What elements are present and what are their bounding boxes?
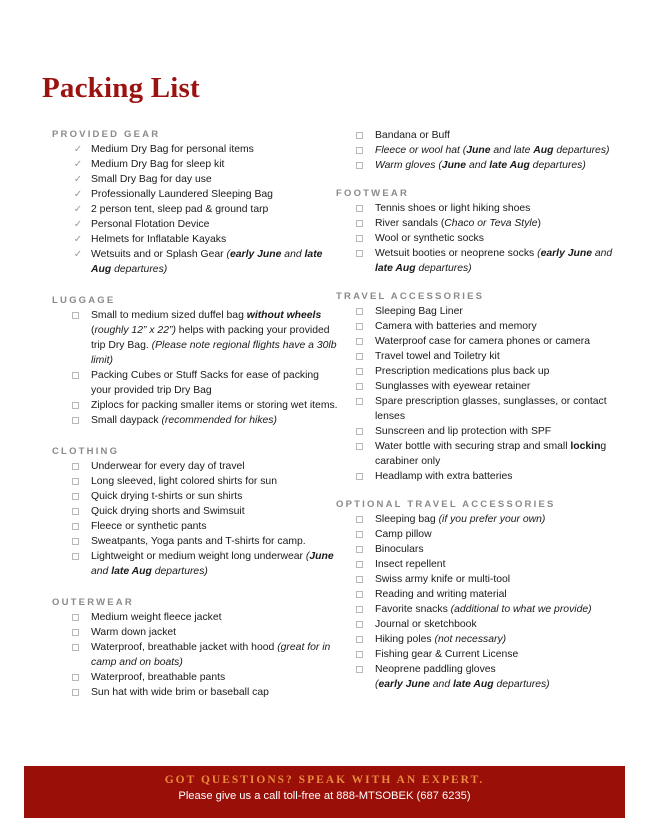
item-note: (early June and late Aug departures) [375,248,613,274]
check-icon: ✓ [73,144,83,155]
checkbox-icon[interactable] [72,644,79,651]
list-item: Quick drying t-shirts or sun shirts [52,489,342,504]
checkbox-icon[interactable] [356,162,363,169]
list-item [52,247,342,277]
list-item: Small daypack (recommended for hikes) [52,413,342,428]
list-item: Long sleeved, light colored shirts for sun [52,474,342,489]
item-text: Medium Dry Bag for personal items [91,144,254,155]
clothing-list [52,459,342,579]
item-text: Small Dry Bag for day use [91,174,212,185]
list-item: Water bottle with securing strap and small locking carabiner only [336,439,626,469]
list-item [52,142,342,157]
section-heading: LUGGAGE [52,295,116,306]
list-item: Sun hat with wide brim or baseball cap [52,685,342,700]
item-text: Helmets for Inflatable Kayaks [91,234,227,245]
optional-travel-accessories-list [336,512,626,692]
item-text: Personal Flotation Device [91,219,210,230]
list-item: Sunscreen and lip protection with SPF [336,424,626,439]
travel-accessories-list [336,304,626,484]
list-item: Favorite snacks (additional to what we provide) [336,602,626,617]
checkbox-icon[interactable] [72,629,79,636]
list-item: River sandals (Chaco or Teva Style) [336,216,626,231]
check-icon: ✓ [73,174,83,185]
checkbox-icon[interactable] [356,220,363,227]
item-note: (June and late Aug departures) [91,551,334,577]
section-travel-accessories [336,290,626,484]
list-item: Ziplocs for packing smaller items or storing wet items. [52,398,342,413]
section-heading: TRAVEL ACCESSORIES [336,291,485,302]
list-item: Small to medium sized duffel bag without wheels (roughly 12” x 22”) helps with packing your provided trip Dry Bag. (Please note regional flights have a 30lb limit) [52,308,342,368]
list-item: Sleeping bag (if you prefer your own) [336,512,626,527]
checkbox-icon[interactable] [356,576,363,583]
list-item: Warm down jacket [52,625,342,640]
list-item: Binoculars [336,542,626,557]
list-item: Travel towel and Toiletry kit [336,349,626,364]
list-item: Waterproof case for camera phones or camera [336,334,626,349]
list-item: Headlamp with extra batteries [336,469,626,484]
list-item: Camp pillow [336,527,626,542]
check-icon: ✓ [73,249,83,260]
list-item: Fleece or synthetic pants [52,519,342,534]
checkbox-icon[interactable] [356,398,363,405]
contact-banner [24,766,625,818]
list-item: Lightweight or medium weight long underwear (June and late Aug departures) [52,549,342,579]
list-item: Wetsuit booties or neoprene socks (early June and late Aug departures) [336,246,626,276]
checkbox-icon[interactable] [72,312,79,319]
checkbox-icon[interactable] [72,523,79,530]
list-item: Bandana or Buff [336,128,626,143]
list-item: Sweatpants, Yoga pants and T-shirts for camp. [52,534,342,549]
checkbox-icon[interactable] [72,372,79,379]
section-provided-gear [52,128,342,277]
footwear-list [336,201,626,276]
checkbox-icon[interactable] [72,463,79,470]
checkbox-icon[interactable] [72,402,79,409]
list-item [52,157,342,172]
item-note: (early June and late Aug departures) [375,679,550,690]
item-text: Professionally Laundered Sleeping Bag [91,189,273,200]
item-text: 2 person tent, sleep pad & ground tarp [91,204,269,215]
list-item: Neoprene paddling gloves (early June and late Aug departures) [336,662,626,692]
checkbox-icon[interactable] [356,666,363,673]
list-item: Sunglasses with eyewear retainer [336,379,626,394]
left-column [52,128,342,717]
list-item: Waterproof, breathable pants [52,670,342,685]
provided-gear-list [52,142,342,277]
right-column [336,128,626,706]
list-item [52,172,342,187]
check-icon: ✓ [73,189,83,200]
check-icon: ✓ [73,159,83,170]
section-heading: OUTERWEAR [52,597,134,608]
checkbox-icon[interactable] [72,614,79,621]
section-outerwear [52,596,342,700]
list-item: Warm gloves (June and late Aug departures) [336,158,626,173]
outerwear-list [52,610,342,700]
luggage-list [52,308,342,428]
checkbox-icon[interactable] [356,531,363,538]
list-item [52,202,342,217]
checkbox-icon[interactable] [72,417,79,424]
check-icon: ✓ [73,204,83,215]
section-outerwear-continued [336,128,626,173]
checkbox-icon[interactable] [356,606,363,613]
list-item: Medium weight fleece jacket [52,610,342,625]
outerwear-continued-list [336,128,626,173]
list-item: Hiking poles (not necessary) [336,632,626,647]
section-heading: OPTIONAL TRAVEL ACCESSORIES [336,499,556,510]
checkbox-icon[interactable] [356,591,363,598]
checkbox-icon[interactable] [72,689,79,696]
list-item [52,217,342,232]
checkbox-icon[interactable] [72,508,79,515]
checkbox-icon[interactable] [72,538,79,545]
list-item: Insect repellent [336,557,626,572]
list-item: Waterproof, breathable jacket with hood (great for in camp and on boats) [52,640,342,670]
item-text: Medium Dry Bag for sleep kit [91,159,225,170]
checkbox-icon[interactable] [356,250,363,257]
section-heading: FOOTWEAR [336,188,410,199]
checkbox-icon[interactable] [356,651,363,658]
checkbox-icon[interactable] [356,147,363,154]
list-item: Packing Cubes or Stuff Sacks for ease of packing your provided trip Dry Bag [52,368,342,398]
check-icon: ✓ [73,234,83,245]
checkbox-icon[interactable] [356,235,363,242]
checkbox-icon[interactable] [356,308,363,315]
checkbox-icon[interactable] [356,383,363,390]
checkbox-icon[interactable] [72,553,79,560]
checkbox-icon[interactable] [356,323,363,330]
checkbox-icon[interactable] [356,353,363,360]
list-item: Fleece or wool hat (June and late Aug departures) [336,143,626,158]
checkbox-icon[interactable] [356,473,363,480]
item-text: Wetsuits and or Splash Gear [91,249,227,260]
checkbox-icon[interactable] [356,205,363,212]
section-clothing [52,445,342,579]
list-item: Reading and writing material [336,587,626,602]
checkbox-icon[interactable] [356,561,363,568]
checkbox-icon[interactable] [356,428,363,435]
section-heading: CLOTHING [52,446,120,457]
checkbox-icon[interactable] [356,621,363,628]
section-optional-travel-accessories [336,498,626,692]
list-item: Sleeping Bag Liner [336,304,626,319]
list-item: Swiss army knife or multi-tool [336,572,626,587]
checkbox-icon[interactable] [72,674,79,681]
list-item [52,187,342,202]
list-item: Tennis shoes or light hiking shoes [336,201,626,216]
item-note: (early June and late Aug departures) [91,249,323,275]
check-icon: ✓ [73,219,83,230]
list-item: Fishing gear & Current License [336,647,626,662]
banner-heading: GOT QUESTIONS? SPEAK WITH AN EXPERT. [164,774,485,786]
checkbox-icon[interactable] [356,516,363,523]
page-title: Packing List [42,72,200,104]
checkbox-icon[interactable] [356,546,363,553]
checkbox-icon[interactable] [356,443,363,450]
checkbox-icon[interactable] [356,338,363,345]
checkbox-icon[interactable] [356,636,363,643]
section-heading: PROVIDED GEAR [52,129,161,140]
checkbox-icon[interactable] [356,368,363,375]
list-item: Wool or synthetic socks [336,231,626,246]
checkbox-icon[interactable] [72,493,79,500]
list-item: Camera with batteries and memory [336,319,626,334]
list-item: Spare prescription glasses, sunglasses, or contact lenses [336,394,626,424]
section-luggage [52,294,342,428]
list-item: Quick drying shorts and Swimsuit [52,504,342,519]
list-item [52,232,342,247]
section-footwear [336,187,626,276]
list-item: Underwear for every day of travel [52,459,342,474]
checkbox-icon[interactable] [72,478,79,485]
list-item: Journal or sketchbook [336,617,626,632]
list-item: Prescription medications plus back up [336,364,626,379]
checkbox-icon[interactable] [356,132,363,139]
banner-phone-text[interactable]: Please give us a call toll-free at 888-MTSOBEK (687 6235) [178,790,471,802]
